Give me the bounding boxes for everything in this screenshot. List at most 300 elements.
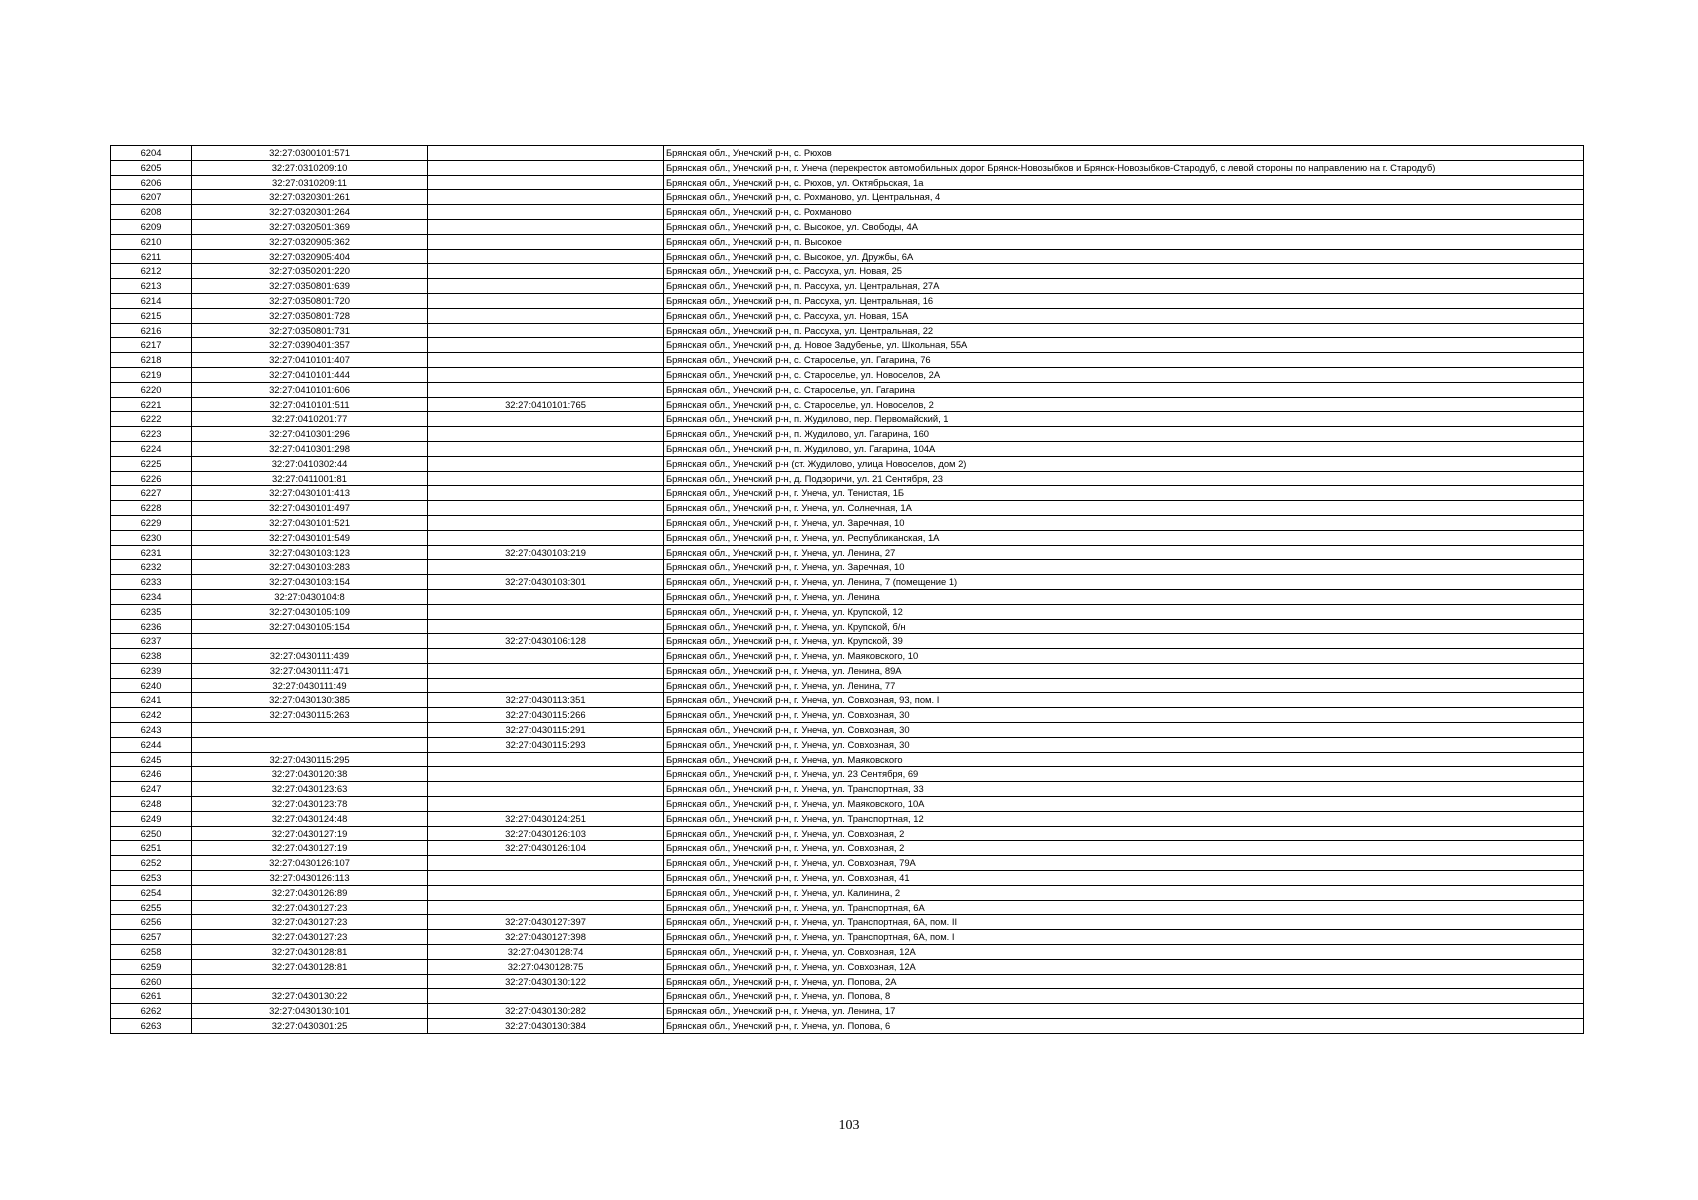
parcel-cadastral-number-cell: 32:27:0430115:295 xyxy=(192,752,428,767)
parcel-cadastral-number-cell: 32:27:0320301:264 xyxy=(192,205,428,220)
table-row xyxy=(111,530,1584,545)
address-cell: Брянская обл., Унечский р-н, с. Староселье, ул. Гагарина, 76 xyxy=(664,353,1584,368)
parcel-cadastral-number-cell: 32:27:0430101:497 xyxy=(192,501,428,516)
table-row xyxy=(111,974,1584,989)
table-row xyxy=(111,353,1584,368)
address-cell: Брянская обл., Унечский р-н, с. Рохманово, ул. Центральная, 4 xyxy=(664,190,1584,205)
row-number-cell: 6239 xyxy=(111,663,192,678)
building-cadastral-number-cell xyxy=(428,530,664,545)
parcel-cadastral-number-cell: 32:27:0430127:19 xyxy=(192,841,428,856)
parcel-cadastral-number-cell: 32:27:0410302:44 xyxy=(192,456,428,471)
building-cadastral-number-cell: 32:27:0430128:74 xyxy=(428,945,664,960)
address-cell: Брянская обл., Унечский р-н, г. Унеча, ул. Транспортная, 6А, пом. II xyxy=(664,915,1584,930)
row-number-cell: 6219 xyxy=(111,367,192,382)
row-number-cell: 6233 xyxy=(111,575,192,590)
table-row xyxy=(111,915,1584,930)
building-cadastral-number-cell xyxy=(428,234,664,249)
building-cadastral-number-cell xyxy=(428,619,664,634)
address-cell: Брянская обл., Унечский р-н, п. Рассуха, ул. Центральная, 22 xyxy=(664,323,1584,338)
row-number-cell: 6235 xyxy=(111,604,192,619)
building-cadastral-number-cell: 32:27:0430130:122 xyxy=(428,974,664,989)
table-row xyxy=(111,175,1584,190)
row-number-cell: 6217 xyxy=(111,338,192,353)
building-cadastral-number-cell: 32:27:0430113:351 xyxy=(428,693,664,708)
table-row xyxy=(111,737,1584,752)
row-number-cell: 6229 xyxy=(111,515,192,530)
table-row xyxy=(111,501,1584,516)
building-cadastral-number-cell xyxy=(428,989,664,1004)
address-cell: Брянская обл., Унечский р-н, г. Унеча, ул. Транспортная, 6А, пом. I xyxy=(664,930,1584,945)
row-number-cell: 6216 xyxy=(111,323,192,338)
table-row xyxy=(111,560,1584,575)
building-cadastral-number-cell xyxy=(428,456,664,471)
table-row xyxy=(111,515,1584,530)
row-number-cell: 6260 xyxy=(111,974,192,989)
address-cell: Брянская обл., Унечский р-н, с. Рассуха, ул. Новая, 15А xyxy=(664,308,1584,323)
building-cadastral-number-cell xyxy=(428,382,664,397)
row-number-cell: 6252 xyxy=(111,856,192,871)
row-number-cell: 6222 xyxy=(111,412,192,427)
parcel-cadastral-number-cell: 32:27:0430130:385 xyxy=(192,693,428,708)
building-cadastral-number-cell xyxy=(428,205,664,220)
table-row xyxy=(111,634,1584,649)
address-cell: Брянская обл., Унечский р-н, п. Жудилово, ул. Гагарина, 104А xyxy=(664,441,1584,456)
building-cadastral-number-cell: 32:27:0430115:266 xyxy=(428,708,664,723)
building-cadastral-number-cell: 32:27:0430126:104 xyxy=(428,841,664,856)
row-number-cell: 6230 xyxy=(111,530,192,545)
table-row xyxy=(111,1019,1584,1034)
address-cell: Брянская обл., Унечский р-н, с. Староселье, ул. Новоселов, 2А xyxy=(664,367,1584,382)
building-cadastral-number-cell: 32:27:0430103:301 xyxy=(428,575,664,590)
building-cadastral-number-cell xyxy=(428,604,664,619)
address-cell: Брянская обл., Унечский р-н, г. Унеча, ул. Транспортная, 33 xyxy=(664,782,1584,797)
row-number-cell: 6214 xyxy=(111,293,192,308)
building-cadastral-number-cell: 32:27:0430126:103 xyxy=(428,826,664,841)
table-row xyxy=(111,412,1584,427)
parcel-cadastral-number-cell: 32:27:0430111:49 xyxy=(192,678,428,693)
address-cell: Брянская обл., Унечский р-н, г. Унеча, ул. Маяковского, 10 xyxy=(664,649,1584,664)
table-row xyxy=(111,293,1584,308)
building-cadastral-number-cell xyxy=(428,767,664,782)
row-number-cell: 6237 xyxy=(111,634,192,649)
address-cell: Брянская обл., Унечский р-н, д. Новое Задубенье, ул. Школьная, 55А xyxy=(664,338,1584,353)
building-cadastral-number-cell xyxy=(428,678,664,693)
parcel-cadastral-number-cell: 32:27:0430104:8 xyxy=(192,589,428,604)
building-cadastral-number-cell xyxy=(428,160,664,175)
row-number-cell: 6226 xyxy=(111,471,192,486)
table-row xyxy=(111,900,1584,915)
building-cadastral-number-cell: 32:27:0430127:397 xyxy=(428,915,664,930)
parcel-cadastral-number-cell: 32:27:0430101:413 xyxy=(192,486,428,501)
table-row xyxy=(111,338,1584,353)
parcel-cadastral-number-cell xyxy=(192,737,428,752)
row-number-cell: 6248 xyxy=(111,797,192,812)
row-number-cell: 6207 xyxy=(111,190,192,205)
parcel-cadastral-number-cell: 32:27:0410301:296 xyxy=(192,427,428,442)
building-cadastral-number-cell xyxy=(428,441,664,456)
parcel-cadastral-number-cell xyxy=(192,974,428,989)
row-number-cell: 6242 xyxy=(111,708,192,723)
parcel-cadastral-number-cell: 32:27:0320905:362 xyxy=(192,234,428,249)
address-cell: Брянская обл., Унечский р-н, с. Высокое, ул. Дружбы, 6А xyxy=(664,249,1584,264)
row-number-cell: 6208 xyxy=(111,205,192,220)
address-cell: Брянская обл., Унечский р-н, г. Унеча, ул. Совхозная, 41 xyxy=(664,871,1584,886)
parcel-cadastral-number-cell: 32:27:0430124:48 xyxy=(192,811,428,826)
address-cell: Брянская обл., Унечский р-н, г. Унеча, ул. Солнечная, 1А xyxy=(664,501,1584,516)
address-cell: Брянская обл., Унечский р-н, г. Унеча, ул. Калинина, 2 xyxy=(664,885,1584,900)
building-cadastral-number-cell xyxy=(428,323,664,338)
row-number-cell: 6254 xyxy=(111,885,192,900)
building-cadastral-number-cell xyxy=(428,589,664,604)
table-row xyxy=(111,811,1584,826)
building-cadastral-number-cell xyxy=(428,146,664,161)
table-row xyxy=(111,146,1584,161)
parcel-cadastral-number-cell: 32:27:0430103:123 xyxy=(192,545,428,560)
address-cell: Брянская обл., Унечский р-н, г. Унеча, ул. Совхозная, 30 xyxy=(664,708,1584,723)
row-number-cell: 6204 xyxy=(111,146,192,161)
parcel-cadastral-number-cell: 32:27:0430120:38 xyxy=(192,767,428,782)
address-cell: Брянская обл., Унечский р-н, г. Унеча, ул. Маяковского, 10А xyxy=(664,797,1584,812)
row-number-cell: 6243 xyxy=(111,723,192,738)
building-cadastral-number-cell xyxy=(428,885,664,900)
address-cell: Брянская обл., Унечский р-н, г. Унеча, ул. Совхозная, 2 xyxy=(664,841,1584,856)
table-row xyxy=(111,279,1584,294)
table-row xyxy=(111,397,1584,412)
parcel-cadastral-number-cell: 32:27:0430101:521 xyxy=(192,515,428,530)
parcel-cadastral-number-cell: 32:27:0430128:81 xyxy=(192,959,428,974)
table-row xyxy=(111,930,1584,945)
row-number-cell: 6236 xyxy=(111,619,192,634)
address-cell: Брянская обл., Унечский р-н, г. Унеча, ул. Заречная, 10 xyxy=(664,515,1584,530)
row-number-cell: 6251 xyxy=(111,841,192,856)
parcel-cadastral-number-cell: 32:27:0430111:439 xyxy=(192,649,428,664)
address-cell: Брянская обл., Унечский р-н, с. Рохманово xyxy=(664,205,1584,220)
table-row xyxy=(111,841,1584,856)
building-cadastral-number-cell xyxy=(428,219,664,234)
parcel-cadastral-number-cell: 32:27:0430127:23 xyxy=(192,930,428,945)
table-row xyxy=(111,219,1584,234)
parcel-cadastral-number-cell: 32:27:0310209:11 xyxy=(192,175,428,190)
building-cadastral-number-cell xyxy=(428,856,664,871)
table-row xyxy=(111,649,1584,664)
table-row xyxy=(111,456,1584,471)
building-cadastral-number-cell xyxy=(428,190,664,205)
table-row xyxy=(111,249,1584,264)
parcel-cadastral-number-cell: 32:27:0350801:720 xyxy=(192,293,428,308)
parcel-cadastral-number-cell: 32:27:0430115:263 xyxy=(192,708,428,723)
table-row xyxy=(111,205,1584,220)
building-cadastral-number-cell: 32:27:0430130:384 xyxy=(428,1019,664,1034)
row-number-cell: 6218 xyxy=(111,353,192,368)
row-number-cell: 6209 xyxy=(111,219,192,234)
table-row xyxy=(111,264,1584,279)
address-cell: Брянская обл., Унечский р-н, г. Унеча, ул. Ленина, 17 xyxy=(664,1004,1584,1019)
parcel-cadastral-number-cell: 32:27:0430127:23 xyxy=(192,915,428,930)
row-number-cell: 6255 xyxy=(111,900,192,915)
table-row xyxy=(111,160,1584,175)
table-row xyxy=(111,945,1584,960)
parcel-cadastral-number-cell: 32:27:0410101:511 xyxy=(192,397,428,412)
building-cadastral-number-cell xyxy=(428,871,664,886)
parcel-cadastral-number-cell: 32:27:0430123:78 xyxy=(192,797,428,812)
address-cell: Брянская обл., Унечский р-н, г. Унеча, ул. Маяковского xyxy=(664,752,1584,767)
table-row xyxy=(111,678,1584,693)
row-number-cell: 6227 xyxy=(111,486,192,501)
row-number-cell: 6240 xyxy=(111,678,192,693)
row-number-cell: 6231 xyxy=(111,545,192,560)
row-number-cell: 6262 xyxy=(111,1004,192,1019)
building-cadastral-number-cell xyxy=(428,353,664,368)
building-cadastral-number-cell xyxy=(428,900,664,915)
row-number-cell: 6247 xyxy=(111,782,192,797)
row-number-cell: 6256 xyxy=(111,915,192,930)
address-cell: Брянская обл., Унечский р-н, г. Унеча, ул. Ленина, 77 xyxy=(664,678,1584,693)
table-row xyxy=(111,427,1584,442)
building-cadastral-number-cell xyxy=(428,338,664,353)
building-cadastral-number-cell xyxy=(428,175,664,190)
row-number-cell: 6224 xyxy=(111,441,192,456)
parcel-cadastral-number-cell: 32:27:0320301:261 xyxy=(192,190,428,205)
address-cell: Брянская обл., Унечский р-н, с. Рюхов xyxy=(664,146,1584,161)
row-number-cell: 6245 xyxy=(111,752,192,767)
address-cell: Брянская обл., Унечский р-н, с. Староселье, ул. Гагарина xyxy=(664,382,1584,397)
table-row xyxy=(111,797,1584,812)
address-cell: Брянская обл., Унечский р-н, г. Унеча, ул. Республиканская, 1А xyxy=(664,530,1584,545)
parcel-cadastral-number-cell: 32:27:0430126:89 xyxy=(192,885,428,900)
row-number-cell: 6263 xyxy=(111,1019,192,1034)
parcel-cadastral-number-cell: 32:27:0300101:571 xyxy=(192,146,428,161)
address-cell: Брянская обл., Унечский р-н, г. Унеча, ул. Тенистая, 1Б xyxy=(664,486,1584,501)
row-number-cell: 6253 xyxy=(111,871,192,886)
page-number: 103 xyxy=(838,1118,860,1133)
parcel-cadastral-number-cell xyxy=(192,634,428,649)
parcel-cadastral-number-cell: 32:27:0430103:154 xyxy=(192,575,428,590)
parcel-cadastral-number-cell: 32:27:0430128:81 xyxy=(192,945,428,960)
parcel-cadastral-number-cell: 32:27:0350801:731 xyxy=(192,323,428,338)
parcel-cadastral-number-cell: 32:27:0410101:444 xyxy=(192,367,428,382)
parcel-cadastral-number-cell: 32:27:0430101:549 xyxy=(192,530,428,545)
address-cell: Брянская обл., Унечский р-н, г. Унеча, ул. 23 Сентября, 69 xyxy=(664,767,1584,782)
address-cell: Брянская обл., Унечский р-н, с. Староселье, ул. Новоселов, 2 xyxy=(664,397,1584,412)
table-row xyxy=(111,308,1584,323)
table-row xyxy=(111,826,1584,841)
address-cell: Брянская обл., Унечский р-н, г. Унеча, ул. Попова, 8 xyxy=(664,989,1584,1004)
address-cell: Брянская обл., Унечский р-н, г. Унеча, ул. Крупской, 12 xyxy=(664,604,1584,619)
building-cadastral-number-cell xyxy=(428,501,664,516)
row-number-cell: 6215 xyxy=(111,308,192,323)
row-number-cell: 6213 xyxy=(111,279,192,294)
table-row xyxy=(111,441,1584,456)
row-number-cell: 6210 xyxy=(111,234,192,249)
address-cell: Брянская обл., Унечский р-н, п. Рассуха, ул. Центральная, 16 xyxy=(664,293,1584,308)
address-cell: Брянская обл., Унечский р-н, г. Унеча, ул. Ленина, 7 (помещение 1) xyxy=(664,575,1584,590)
address-cell: Брянская обл., Унечский р-н (ст. Жудилово, улица Новоселов, дом 2) xyxy=(664,456,1584,471)
table-row xyxy=(111,545,1584,560)
parcel-cadastral-number-cell: 32:27:0430130:101 xyxy=(192,1004,428,1019)
parcel-cadastral-number-cell: 32:27:0430126:113 xyxy=(192,871,428,886)
address-cell: Брянская обл., Унечский р-н, д. Подзоричи, ул. 21 Сентября, 23 xyxy=(664,471,1584,486)
table-row xyxy=(111,767,1584,782)
parcel-cadastral-number-cell: 32:27:0430105:109 xyxy=(192,604,428,619)
address-cell: Брянская обл., Унечский р-н, г. Унеча, ул. Попова, 6 xyxy=(664,1019,1584,1034)
table-row xyxy=(111,723,1584,738)
building-cadastral-number-cell xyxy=(428,367,664,382)
building-cadastral-number-cell xyxy=(428,412,664,427)
parcel-cadastral-number-cell: 32:27:0390401:357 xyxy=(192,338,428,353)
row-number-cell: 6261 xyxy=(111,989,192,1004)
building-cadastral-number-cell xyxy=(428,797,664,812)
address-cell: Брянская обл., Унечский р-н, г. Унеча, ул. Заречная, 10 xyxy=(664,560,1584,575)
row-number-cell: 6246 xyxy=(111,767,192,782)
row-number-cell: 6221 xyxy=(111,397,192,412)
register-table-body xyxy=(111,146,1584,1034)
building-cadastral-number-cell xyxy=(428,782,664,797)
row-number-cell: 6223 xyxy=(111,427,192,442)
row-number-cell: 6259 xyxy=(111,959,192,974)
row-number-cell: 6212 xyxy=(111,264,192,279)
table-row xyxy=(111,989,1584,1004)
building-cadastral-number-cell xyxy=(428,649,664,664)
parcel-cadastral-number-cell: 32:27:0430127:23 xyxy=(192,900,428,915)
parcel-cadastral-number-cell: 32:27:0320905:404 xyxy=(192,249,428,264)
table-row xyxy=(111,708,1584,723)
parcel-cadastral-number-cell: 32:27:0430301:25 xyxy=(192,1019,428,1034)
parcel-cadastral-number-cell: 32:27:0430123:63 xyxy=(192,782,428,797)
address-cell: Брянская обл., Унечский р-н, п. Жудилово, ул. Гагарина, 160 xyxy=(664,427,1584,442)
address-cell: Брянская обл., Унечский р-н, г. Унеча, ул. Совхозная, 30 xyxy=(664,723,1584,738)
table-row xyxy=(111,619,1584,634)
address-cell: Брянская обл., Унечский р-н, п. Высокое xyxy=(664,234,1584,249)
property-register-table xyxy=(110,145,1584,1034)
table-row xyxy=(111,604,1584,619)
building-cadastral-number-cell: 32:27:0430106:128 xyxy=(428,634,664,649)
parcel-cadastral-number-cell: 32:27:0430111:471 xyxy=(192,663,428,678)
row-number-cell: 6228 xyxy=(111,501,192,516)
building-cadastral-number-cell: 32:27:0430128:75 xyxy=(428,959,664,974)
table-row xyxy=(111,693,1584,708)
row-number-cell: 6225 xyxy=(111,456,192,471)
table-row xyxy=(111,486,1584,501)
row-number-cell: 6241 xyxy=(111,693,192,708)
building-cadastral-number-cell: 32:27:0430103:219 xyxy=(428,545,664,560)
building-cadastral-number-cell: 32:27:0430130:282 xyxy=(428,1004,664,1019)
building-cadastral-number-cell xyxy=(428,560,664,575)
building-cadastral-number-cell xyxy=(428,293,664,308)
address-cell: Брянская обл., Унечский р-н, г. Унеча, ул. Крупской, б/н xyxy=(664,619,1584,634)
row-number-cell: 6258 xyxy=(111,945,192,960)
address-cell: Брянская обл., Унечский р-н, г. Унеча, ул. Совхозная, 12А xyxy=(664,959,1584,974)
building-cadastral-number-cell xyxy=(428,752,664,767)
table-row xyxy=(111,589,1584,604)
table-row xyxy=(111,323,1584,338)
address-cell: Брянская обл., Унечский р-н, г. Унеча, ул. Попова, 2А xyxy=(664,974,1584,989)
table-row xyxy=(111,885,1584,900)
parcel-cadastral-number-cell: 32:27:0430127:19 xyxy=(192,826,428,841)
table-row xyxy=(111,234,1584,249)
row-number-cell: 6205 xyxy=(111,160,192,175)
parcel-cadastral-number-cell: 32:27:0310209:10 xyxy=(192,160,428,175)
building-cadastral-number-cell: 32:27:0430115:293 xyxy=(428,737,664,752)
address-cell: Брянская обл., Унечский р-н, г. Унеча, ул. Совхозная, 79А xyxy=(664,856,1584,871)
building-cadastral-number-cell xyxy=(428,308,664,323)
address-cell: Брянская обл., Унечский р-н, п. Рассуха, ул. Центральная, 27А xyxy=(664,279,1584,294)
address-cell: Брянская обл., Унечский р-н, с. Рассуха, ул. Новая, 25 xyxy=(664,264,1584,279)
table-row xyxy=(111,575,1584,590)
address-cell: Брянская обл., Унечский р-н, г. Унеча, ул. Совхозная, 2 xyxy=(664,826,1584,841)
table-row xyxy=(111,782,1584,797)
table-row xyxy=(111,382,1584,397)
table-row xyxy=(111,871,1584,886)
row-number-cell: 6238 xyxy=(111,649,192,664)
address-cell: Брянская обл., Унечский р-н, п. Жудилово, пер. Первомайский, 1 xyxy=(664,412,1584,427)
address-cell: Брянская обл., Унечский р-н, с. Высокое, ул. Свободы, 4А xyxy=(664,219,1584,234)
address-cell: Брянская обл., Унечский р-н, г. Унеча, ул. Ленина, 27 xyxy=(664,545,1584,560)
building-cadastral-number-cell: 32:27:0410101:765 xyxy=(428,397,664,412)
building-cadastral-number-cell xyxy=(428,515,664,530)
row-number-cell: 6232 xyxy=(111,560,192,575)
parcel-cadastral-number-cell: 32:27:0410101:606 xyxy=(192,382,428,397)
row-number-cell: 6257 xyxy=(111,930,192,945)
row-number-cell: 6234 xyxy=(111,589,192,604)
address-cell: Брянская обл., Унечский р-н, г. Унеча, ул. Транспортная, 12 xyxy=(664,811,1584,826)
building-cadastral-number-cell xyxy=(428,471,664,486)
address-cell: Брянская обл., Унечский р-н, г. Унеча (перекресток автомобильных дорог Брянск-Новозыбков и Брянск-Новозыбков-Стародуб, с левой стороны по направлению на г. Стародуб) xyxy=(664,160,1584,175)
building-cadastral-number-cell xyxy=(428,486,664,501)
table-row xyxy=(111,959,1584,974)
row-number-cell: 6211 xyxy=(111,249,192,264)
row-number-cell: 6244 xyxy=(111,737,192,752)
table-row xyxy=(111,471,1584,486)
parcel-cadastral-number-cell: 32:27:0350801:639 xyxy=(192,279,428,294)
parcel-cadastral-number-cell: 32:27:0410101:407 xyxy=(192,353,428,368)
building-cadastral-number-cell xyxy=(428,249,664,264)
parcel-cadastral-number-cell: 32:27:0430103:283 xyxy=(192,560,428,575)
parcel-cadastral-number-cell: 32:27:0350801:728 xyxy=(192,308,428,323)
parcel-cadastral-number-cell: 32:27:0320501:369 xyxy=(192,219,428,234)
table-row xyxy=(111,752,1584,767)
row-number-cell: 6220 xyxy=(111,382,192,397)
table-row xyxy=(111,856,1584,871)
row-number-cell: 6206 xyxy=(111,175,192,190)
address-cell: Брянская обл., Унечский р-н, с. Рюхов, ул. Октябрьская, 1а xyxy=(664,175,1584,190)
building-cadastral-number-cell xyxy=(428,264,664,279)
parcel-cadastral-number-cell: 32:27:0430105:154 xyxy=(192,619,428,634)
parcel-cadastral-number-cell: 32:27:0430130:22 xyxy=(192,989,428,1004)
address-cell: Брянская обл., Унечский р-н, г. Унеча, ул. Ленина, 89А xyxy=(664,663,1584,678)
parcel-cadastral-number-cell: 32:27:0411001:81 xyxy=(192,471,428,486)
building-cadastral-number-cell xyxy=(428,427,664,442)
parcel-cadastral-number-cell: 32:27:0350201:220 xyxy=(192,264,428,279)
row-number-cell: 6249 xyxy=(111,811,192,826)
building-cadastral-number-cell: 32:27:0430124:251 xyxy=(428,811,664,826)
address-cell: Брянская обл., Унечский р-н, г. Унеча, ул. Совхозная, 12А xyxy=(664,945,1584,960)
address-cell: Брянская обл., Унечский р-н, г. Унеча, ул. Совхозная, 30 xyxy=(664,737,1584,752)
address-cell: Брянская обл., Унечский р-н, г. Унеча, ул. Совхозная, 93, пом. I xyxy=(664,693,1584,708)
parcel-cadastral-number-cell xyxy=(192,723,428,738)
parcel-cadastral-number-cell: 32:27:0410301:298 xyxy=(192,441,428,456)
parcel-cadastral-number-cell: 32:27:0430126:107 xyxy=(192,856,428,871)
table-row xyxy=(111,663,1584,678)
row-number-cell: 6250 xyxy=(111,826,192,841)
parcel-cadastral-number-cell: 32:27:0410201:77 xyxy=(192,412,428,427)
address-cell: Брянская обл., Унечский р-н, г. Унеча, ул. Ленина xyxy=(664,589,1584,604)
table-row xyxy=(111,367,1584,382)
table-row xyxy=(111,190,1584,205)
building-cadastral-number-cell: 32:27:0430115:291 xyxy=(428,723,664,738)
building-cadastral-number-cell: 32:27:0430127:398 xyxy=(428,930,664,945)
building-cadastral-number-cell xyxy=(428,279,664,294)
address-cell: Брянская обл., Унечский р-н, г. Унеча, ул. Транспортная, 6А xyxy=(664,900,1584,915)
